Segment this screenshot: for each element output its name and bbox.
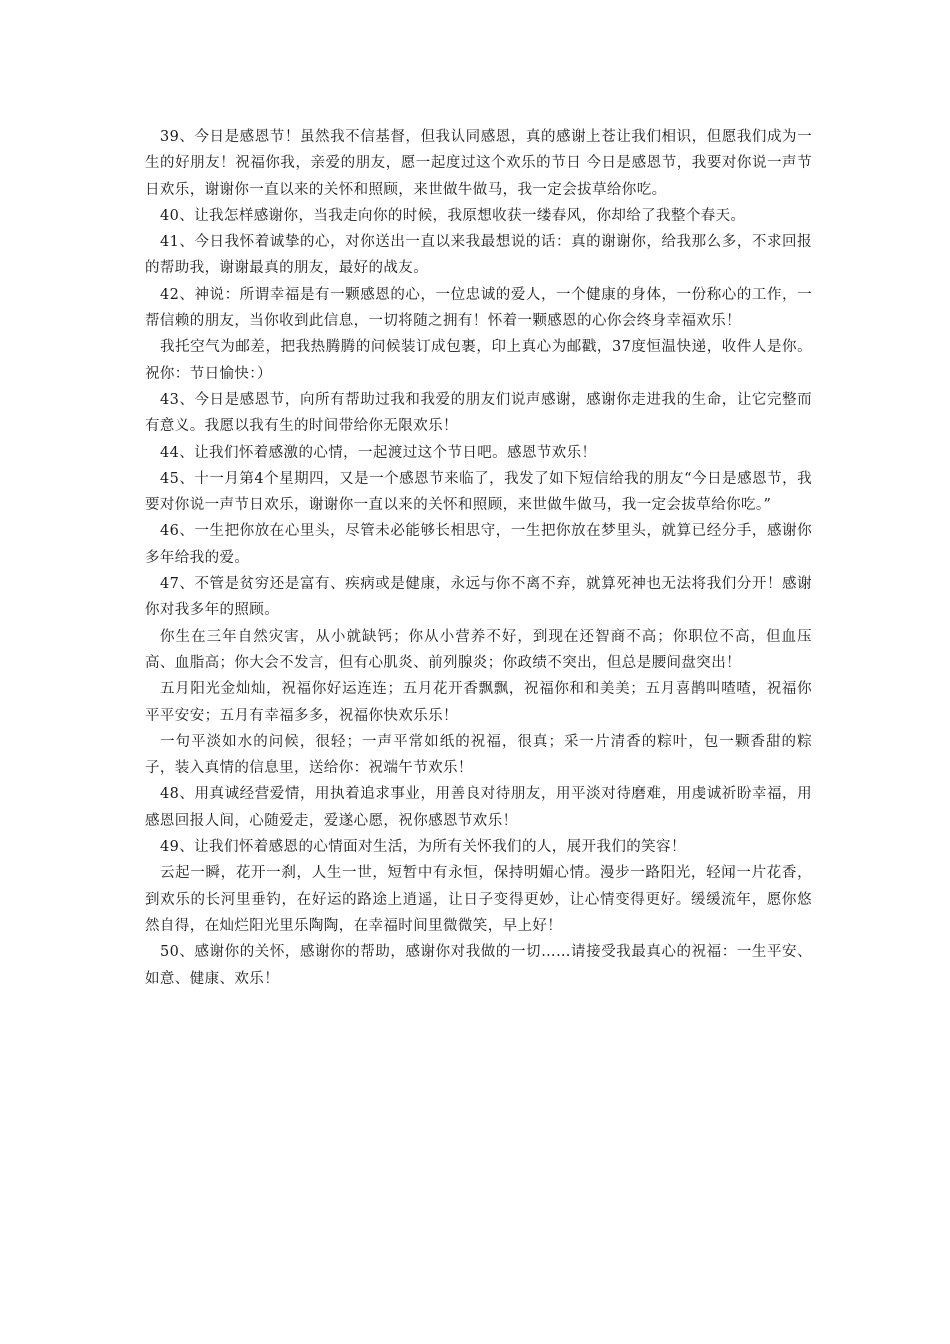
paragraph-50: 50、感谢你的关怀，感谢你的帮助，感谢你对我做的一切……请接受我最真心的祝福：一生平安、如意、健康、欢乐！ [145, 944, 812, 987]
paragraph-47: 47、不管是贫穷还是富有、疾病或是健康，永远与你不离不弃，就算死神也无法将我们分开！感谢你对我多年的照顾。 [145, 576, 812, 619]
paragraph-40: 40、让我怎样感谢你，当我走向你的时候，我原想收获一缕春风，你却给了我整个春天。 [160, 207, 746, 224]
paragraph-joke: 你生在三年自然灾害，从小就缺钙；你从小营养不好，到现在还智商不高；你职位不高，但血压高、血脂高；你大会不发言，但有心肌炎、前列腺炎；你政绩不突出，但总是腰间盘突出！ [145, 628, 812, 671]
paragraph-39: 39、今日是感恩节！虽然我不信基督，但我认同感恩，真的感谢上苍让我们相识，但愿我们成为一生的好朋友！祝福你我，亲爱的朋友，愿一起度过这个欢乐的节日 今日是感恩节，我要对你说一声节日欢乐，谢谢你一直以来的关怀和照顾，来世做牛做马，我一定会拔草给你吃。 [145, 129, 812, 198]
paragraph-45: 45、十一月第4个星期四，又是一个感恩节来临了，我发了如下短信给我的朋友“今日是感恩节，我要对你说一声节日欢乐，谢谢你一直以来的关怀和照顾，来世做牛做马，我一定会拔草给你吃。” [145, 470, 812, 514]
paragraph-dragon-boat: 一句平淡如水的问候，很轻；一声平常如纸的祝福，很真；采一片清香的粽叶，包一颗香甜的粽子，装入真情的信息里，送给你：祝端午节欢乐！ [145, 733, 812, 777]
paragraph-43: 43、今日是感恩节，向所有帮助过我和我爱的朋友们说声感谢，感谢你走进我的生命，让它完整而有意义。我愿以我有生的时间带给你无限欢乐！ [145, 391, 812, 435]
paragraph-49: 49、让我们怀着感恩的心情面对生活，为所有关怀我们的人，展开我们的笑容！ [160, 839, 686, 856]
paragraph-46: 46、一生把你放在心里头，尽管未必能够长相思守，一生把你放在梦里头，就算已经分手，感谢你多年给我的爱。 [145, 523, 812, 566]
paragraph-44: 44、让我们怀着感激的心情，一起渡过这个节日吧。感恩节欢乐！ [160, 444, 597, 461]
document-body [145, 124, 812, 992]
paragraph-courier-greeting: 我托空气为邮差，把我热腾腾的问候装订成包裹，印上真心为邮戳，37度恒温快递，收件人是你。祝你：节日愉快：） [145, 339, 812, 382]
paragraph-41: 41、今日我怀着诚挚的心，对你送出一直以来我最想说的话：真的谢谢你，给我那么多，不求回报的帮助我，谢谢最真的朋友，最好的战友。 [145, 234, 812, 277]
paragraph-48: 48、用真诚经营爱情，用执着追求事业，用善良对待朋友，用平淡对待磨难，用虔诚祈盼幸福，用感恩回报人间，心随爱走，爱遂心愿，祝你感恩节欢乐！ [145, 786, 812, 829]
paragraph-good-morning: 云起一瞬，花开一刹，人生一世，短暂中有永恒，保持明媚心情。漫步一路阳光，轻闻一片花香，到欢乐的长河里垂钓，在好运的路途上逍遥，让日子变得更妙，让心情变得更好。缓缓流年，愿你悠然自得，在灿烂阳光里乐陶陶，在幸福时间里微微笑，早上好！ [145, 865, 812, 934]
paragraph-42: 42、神说：所谓幸福是有一颗感恩的心，一位忠诚的爱人，一个健康的身体，一份称心的工作，一帮信赖的朋友，当你收到此信息，一切将随之拥有！怀着一颗感恩的心你会终身幸福欢乐！ [145, 286, 812, 330]
paragraph-may-blessing: 五月阳光金灿灿，祝福你好运连连；五月花开香飘飘，祝福你和和美美；五月喜鹊叫喳喳，祝福你平平安安；五月有幸福多多，祝福你快欢乐乐！ [145, 681, 812, 724]
